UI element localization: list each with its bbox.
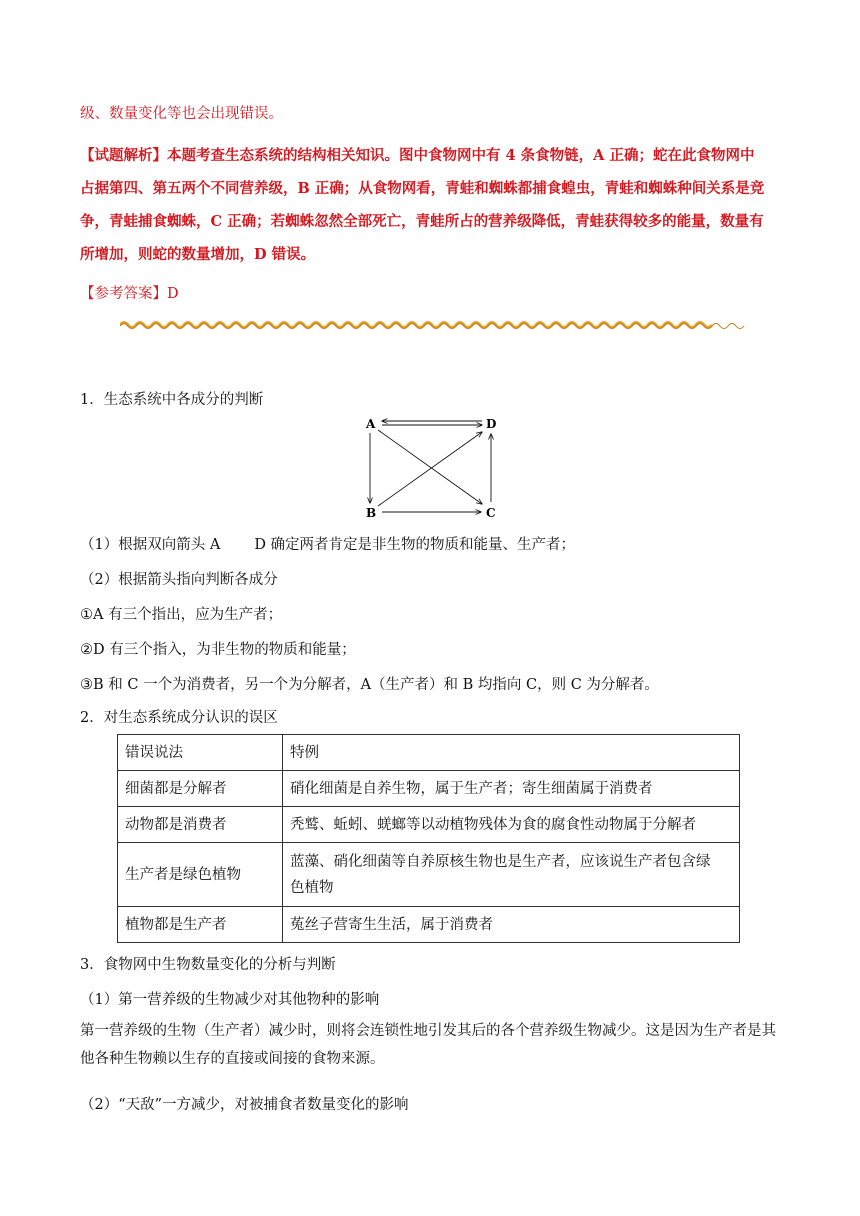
section1-point-2: （2）根据箭头指向判断各成分	[80, 572, 278, 588]
table-row	[118, 771, 740, 807]
section3-paragraph-1: 第一营养级的生物（生产者）减少时，则将会连锁性地引发其后的各个营养级生物减少。这是因为生产者是其他各种生物赖以生存的直接或间接的食物来源。	[80, 1023, 776, 1067]
arrow-a-to-c	[378, 430, 482, 504]
wavy-divider	[120, 318, 748, 332]
table-cell: 秃鹫、蚯蚓、蜣螂等以动植物残体为食的腐食性动物属于分解者	[283, 807, 740, 843]
analysis-line-4: 所增加，则蛇的数量增加，D 错误。	[80, 246, 316, 263]
node-a-label: A	[366, 417, 376, 431]
table-cell: 蓝藻、硝化细菌等自养原核生物也是生产者，应该说生产者包含绿 色植物	[283, 843, 740, 907]
table-cell: 细菌都是分解者	[118, 771, 283, 807]
analysis-intro-line: 级、数量变化等也会出现错误。	[80, 106, 283, 122]
ecosystem-component-diagram	[356, 412, 506, 522]
answer-tag: 【参考答案】	[80, 286, 167, 302]
section2-heading: 2．对生态系统成分认识的误区	[80, 710, 278, 726]
arrow-b-to-d	[378, 432, 482, 506]
table-row	[118, 807, 740, 843]
analysis-line-3: 争，青蛙捕食蜘蛛，C 正确；若蜘蛛忽然全部死亡，青蛙所占的营养级降低，青蛙获得较多的能量，数量有	[80, 213, 764, 230]
node-b-label: B	[366, 506, 377, 520]
table-cell: 生产者是绿色植物	[118, 843, 283, 907]
misconception-table	[117, 734, 740, 943]
section3-sub-2: （2）“天敌”一方减少，对被捕食者数量变化的影响	[80, 1097, 409, 1113]
table-cell: 菟丝子营寄生生活，属于消费者	[283, 907, 740, 943]
node-d-label: D	[486, 417, 497, 431]
table-cell: 硝化细菌是自养生物，属于生产者；寄生细菌属于消费者	[283, 771, 740, 807]
table-row	[118, 843, 740, 907]
table-header-cell: 特例	[283, 735, 740, 771]
table-header-row	[118, 735, 740, 771]
table-cell: 植物都是生产者	[118, 907, 283, 943]
node-c-label: C	[486, 506, 496, 520]
analysis-tag: 【试题解析】	[80, 147, 167, 164]
reference-answer	[80, 284, 179, 304]
section1-point-3: ①A 有三个指出，应为生产者；	[80, 607, 283, 623]
answer-value: D	[167, 286, 179, 302]
section3-sub-1: （1）第一营养级的生物减少对其他物种的影响	[80, 992, 380, 1008]
table-row	[118, 907, 740, 943]
section1-heading: 1．生态系统中各成分的判断	[80, 392, 264, 408]
analysis-line-2: 占据第四、第五两个不同营养级，B 正确；从食物网看，青蛙和蜘蛛都捕食蝗虫，青蛙和蜘蛛种间关系是竞	[80, 180, 765, 197]
table-header-cell: 错误说法	[118, 735, 283, 771]
section1-point-5: ③B 和 C 一个为消费者，另一个为分解者，A（生产者）和 B 均指向 C，则 C 为分解者。	[80, 677, 659, 693]
section1-point-1: （1）根据双向箭头 A D 确定两者肯定是非生物的物质和能量、生产者；	[80, 537, 576, 553]
table-cell: 动物都是消费者	[118, 807, 283, 843]
section1-point-4: ②D 有三个指入，为非生物的物质和能量；	[80, 642, 356, 658]
section3-heading: 3．食物网中生物数量变化的分析与判断	[80, 957, 336, 973]
analysis-line-1: 【试题解析】本题考查生态系统的结构相关知识。图中食物网中有 4 条食物链，A 正确；蛇在此食物网中	[80, 147, 755, 164]
